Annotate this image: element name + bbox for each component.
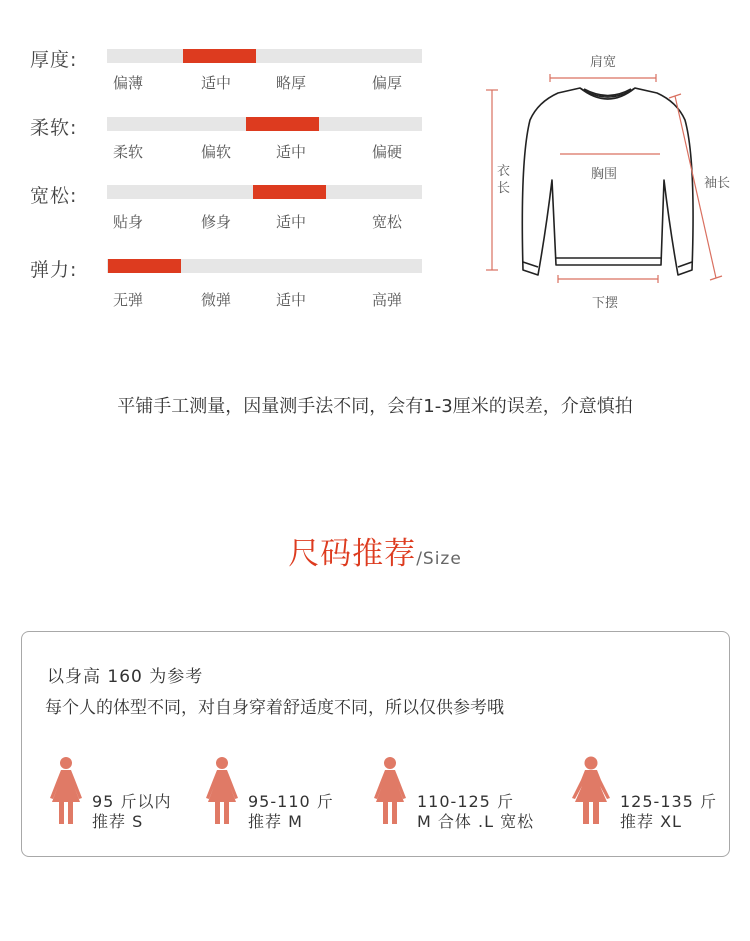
option-label: 高弹 (372, 291, 403, 309)
attribute-label: 柔软: (30, 117, 78, 139)
option-label: 偏薄 (113, 74, 144, 92)
size-title-cn: 尺码推荐 (288, 536, 417, 572)
attribute-fill (108, 259, 181, 273)
option-label: 偏硬 (372, 143, 403, 161)
size-weight: 125-135 斤 (620, 792, 717, 811)
size-section-title (0, 528, 750, 573)
attribute-track (107, 49, 422, 63)
size-rec: M 合体 .L 宽松 (417, 812, 535, 831)
option-label: 微弹 (201, 291, 232, 309)
attribute-fill (246, 117, 319, 131)
size-weight: 95 斤以内 (92, 792, 172, 811)
option-label: 偏软 (201, 143, 232, 161)
size-weight: 110-125 斤 (417, 792, 514, 811)
label-length: 衣长 (497, 164, 511, 196)
option-label: 偏厚 (372, 74, 403, 92)
attribute-label: 弹力: (30, 259, 78, 281)
option-label: 无弹 (113, 291, 144, 309)
attribute-label: 厚度: (30, 49, 78, 71)
person-figure-icon (373, 756, 407, 826)
attribute-fill (183, 49, 256, 63)
reference-description: 每个人的体型不同，对自身穿着舒适度不同，所以仅供参考哦 (45, 698, 504, 718)
measurement-note: 平铺手工测量，因量测手法不同，会有1-3厘米的误差，介意慎拍 (117, 396, 633, 417)
person-figure-icon (571, 756, 611, 826)
size-weight: 95-110 斤 (248, 792, 334, 811)
reference-height: 以身高 160 为参考 (47, 667, 204, 687)
size-title-en: /Size (416, 549, 462, 569)
size-item (620, 792, 717, 832)
option-label: 适中 (276, 291, 307, 309)
option-label: 柔软 (113, 143, 144, 161)
label-chest: 胸围 (591, 167, 618, 182)
size-item (92, 792, 171, 832)
option-label: 略厚 (276, 74, 307, 92)
option-label: 适中 (201, 74, 232, 92)
size-item (248, 792, 334, 832)
option-label: 修身 (201, 213, 232, 231)
attribute-track (107, 185, 422, 199)
option-label: 适中 (276, 143, 307, 161)
size-rec: 推荐 XL (620, 812, 682, 831)
label-shoulder: 肩宽 (590, 55, 617, 70)
size-rec: 推荐 M (248, 812, 303, 831)
option-label: 适中 (276, 213, 307, 231)
attribute-label: 宽松: (30, 185, 78, 207)
option-label: 宽松 (372, 213, 403, 231)
person-figure-icon (205, 756, 239, 826)
attribute-track (107, 259, 422, 273)
size-item (417, 792, 534, 832)
option-label: 贴身 (113, 213, 144, 231)
label-sleeve: 袖长 (704, 176, 731, 191)
size-rec: 推荐 S (92, 812, 144, 831)
label-hem: 下摆 (592, 296, 619, 311)
person-figure-icon (49, 756, 83, 826)
attribute-track (107, 117, 422, 131)
attribute-fill (253, 185, 326, 199)
